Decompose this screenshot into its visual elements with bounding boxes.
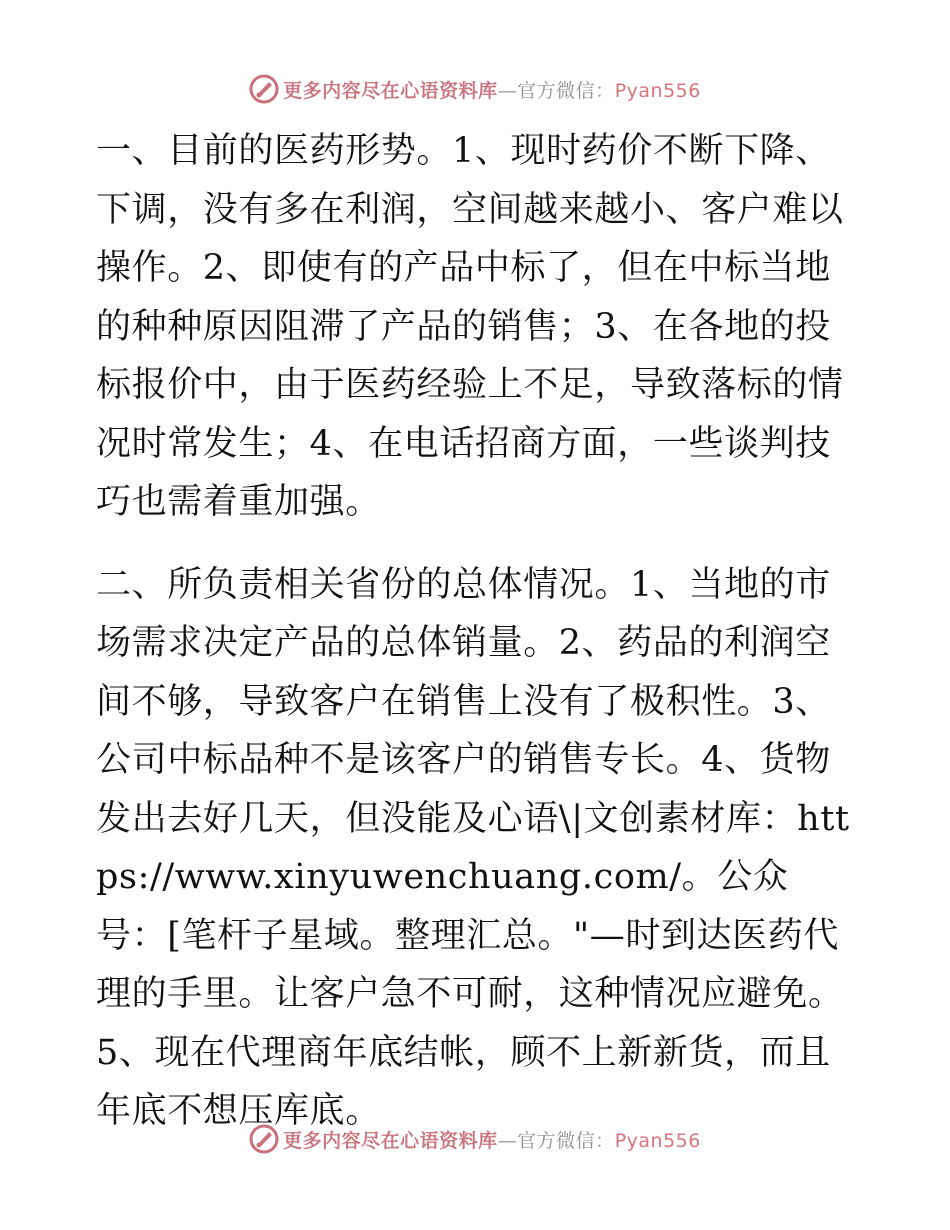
footer-separator: — [497,1129,518,1152]
header-brand: 更多内容尽在心语资料库 [283,79,498,102]
brush-seal-logo-icon [249,1124,279,1154]
header-separator: — [497,79,518,102]
footer-brand: 更多内容尽在心语资料库 [283,1129,498,1152]
brush-seal-logo-icon [249,74,279,104]
document-body [96,122,856,1141]
header-wechat-id: Pyan556 [614,79,701,102]
paragraph-medical-situation: 一、目前的医药形势。1、现时药价不断下降、下调，没有多在利润，空间越来越小、客户难以操作。2、即使有的产品中标了，但在中标当地的种种原因阻滞了产品的销售；3、在各地的投标报价中，由于医药经验上不足，导致落标的情况时常发生；4、在电话招商方面，一些谈判技巧也需着重加强。 [96,131,844,522]
footer-wechat-id: Pyan556 [614,1129,701,1152]
footer-banner-text [283,1126,701,1153]
header-wechat-label: 官方微信： [517,79,615,102]
footer-banner [0,1122,950,1156]
paragraph-province-overview: 二、所负责相关省份的总体情况。1、当地的市场需求决定产品的总体销量。2、药品的利润空间不够，导致客户在销售上没有了极积性。3、公司中标品种不是该客户的销售专长。4、货物发出去好几天，但没能及心语\|文创素材库：https://www.xinyuwenchuang.com/。公众号：[笔杆子星域。整理汇总。"—时到达医药代理的手里。让客户急不可耐，这种情况应避免。5、现在代理商年底结帐，顾不上新新货，而且年底不想压库底。 [96,564,850,1131]
footer-wechat-label: 官方微信： [517,1129,615,1152]
header-banner [0,72,950,106]
header-banner-text [283,76,701,103]
